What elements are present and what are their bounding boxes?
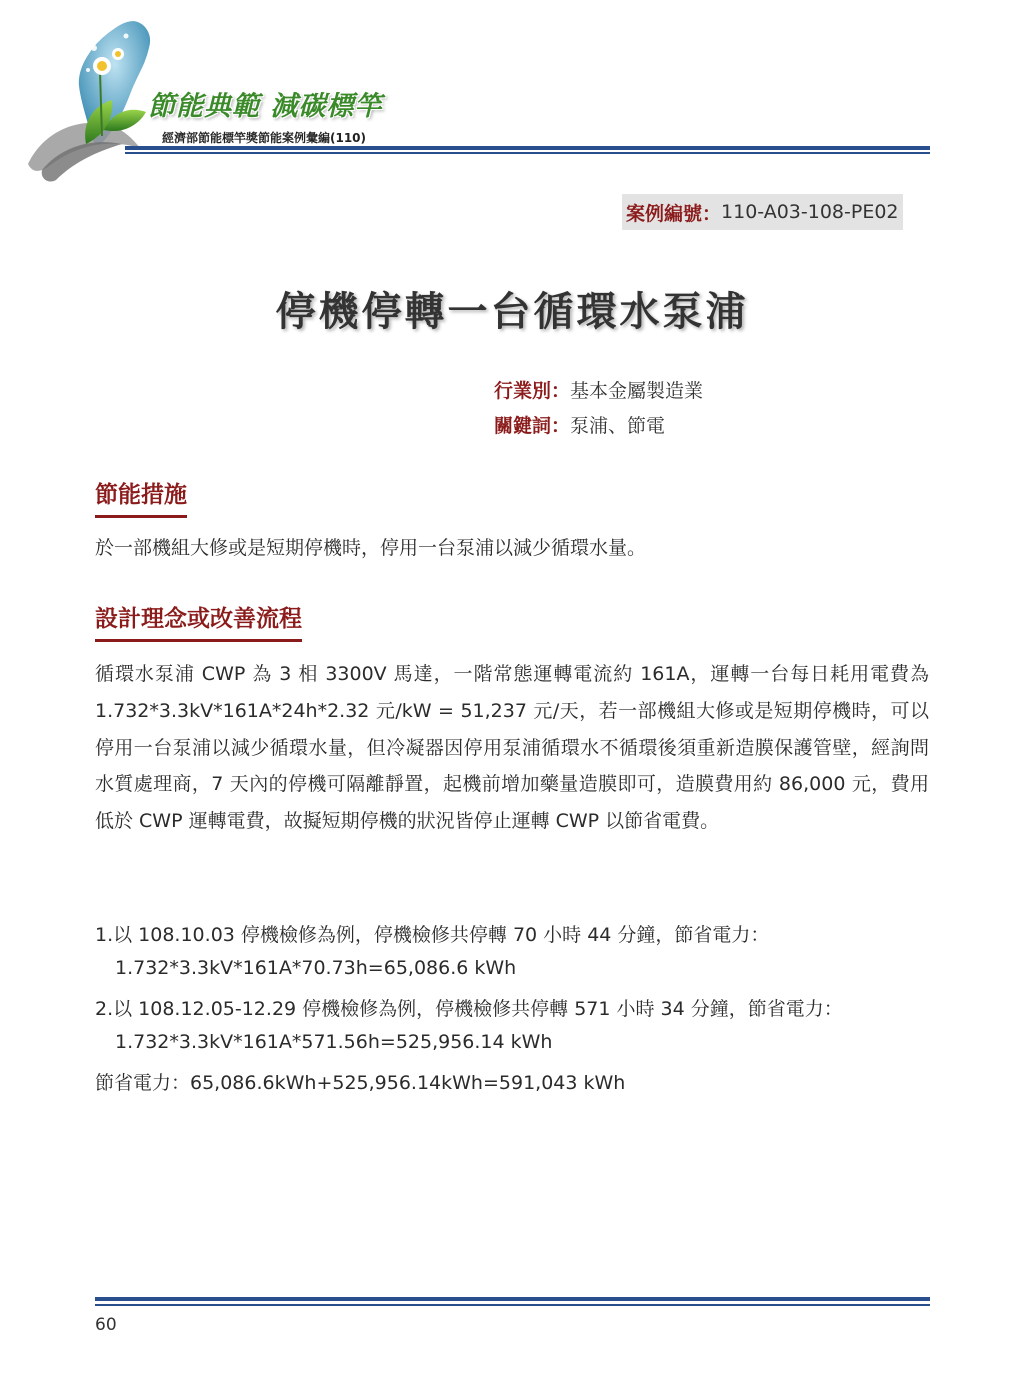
header-rule — [125, 146, 930, 150]
header-rule-thin — [125, 152, 930, 154]
keywords-label: 關鍵詞： — [494, 415, 571, 437]
publication-subtitle: 經濟部節能標竿獎節能案例彙編(110) — [162, 131, 367, 145]
brand-title: 節能典範 減碳標竿 — [148, 91, 383, 122]
industry-label: 行業別： — [494, 380, 571, 402]
page-number: 60 — [95, 1315, 117, 1335]
list-item-1-line-2: 1.732*3.3kV*161A*70.73h=65,086.6 kWh — [115, 957, 517, 979]
industry-value: 基本金屬製造業 — [570, 380, 704, 402]
design-heading: 設計理念或改善流程 — [95, 600, 302, 642]
list-item-2-line-1: 2.以 108.12.05-12.29 停機檢修為例，停機檢修共停轉 571 小時 34 分鐘，節省電力： — [95, 998, 843, 1020]
page-title: 停機停轉一台循環水泵浦 — [275, 289, 749, 335]
measures-heading: 節能措施 — [95, 476, 187, 518]
list-item-2-line-2: 1.732*3.3kV*161A*571.56h=525,956.14 kWh — [115, 1031, 553, 1053]
list-item-1-line-1: 1.以 108.10.03 停機檢修為例，停機檢修共停轉 70 小時 44 分鐘，節省電力： — [95, 924, 770, 946]
total-savings: 節省電力：65,086.6kWh+525,956.14kWh=591,043 kWh — [95, 1072, 626, 1094]
footer-rule-thin — [95, 1304, 930, 1306]
industry-row — [494, 376, 703, 403]
design-text: 循環水泵浦 CWP 為 3 相 3300V 馬達，一階常態運轉電流約 161A，運轉一台每日耗用電費為 1.732*3.3kV*161A*24h*2.32 元/kW = 51,237 元/天，若一部機組大修或是短期停機時，可以停用一台泵浦以減少循環水量，但冷凝器因停用泵浦循環水不循環後須重新造膜保護管壁，經詢問水質處理商，7 天內的停機可隔離靜置，起機前增加藥量造膜即可，造膜費用約 86,000 元，費用低於 CWP 運轉電費，故擬短期停機的狀況皆停止運轉 CWP 以節省電費。 — [95, 663, 929, 833]
footer-rule — [95, 1297, 930, 1301]
keywords-value: 泵浦、節電 — [570, 415, 666, 437]
case-number-box — [622, 194, 903, 230]
measures-text: 於一部機組大修或是短期停機時，停用一台泵浦以減少循環水量。 — [95, 537, 647, 559]
case-number-value: 110-A03-108-PE02 — [721, 201, 899, 223]
keywords-row — [494, 411, 665, 438]
case-number-label: 案例編號： — [626, 202, 722, 225]
